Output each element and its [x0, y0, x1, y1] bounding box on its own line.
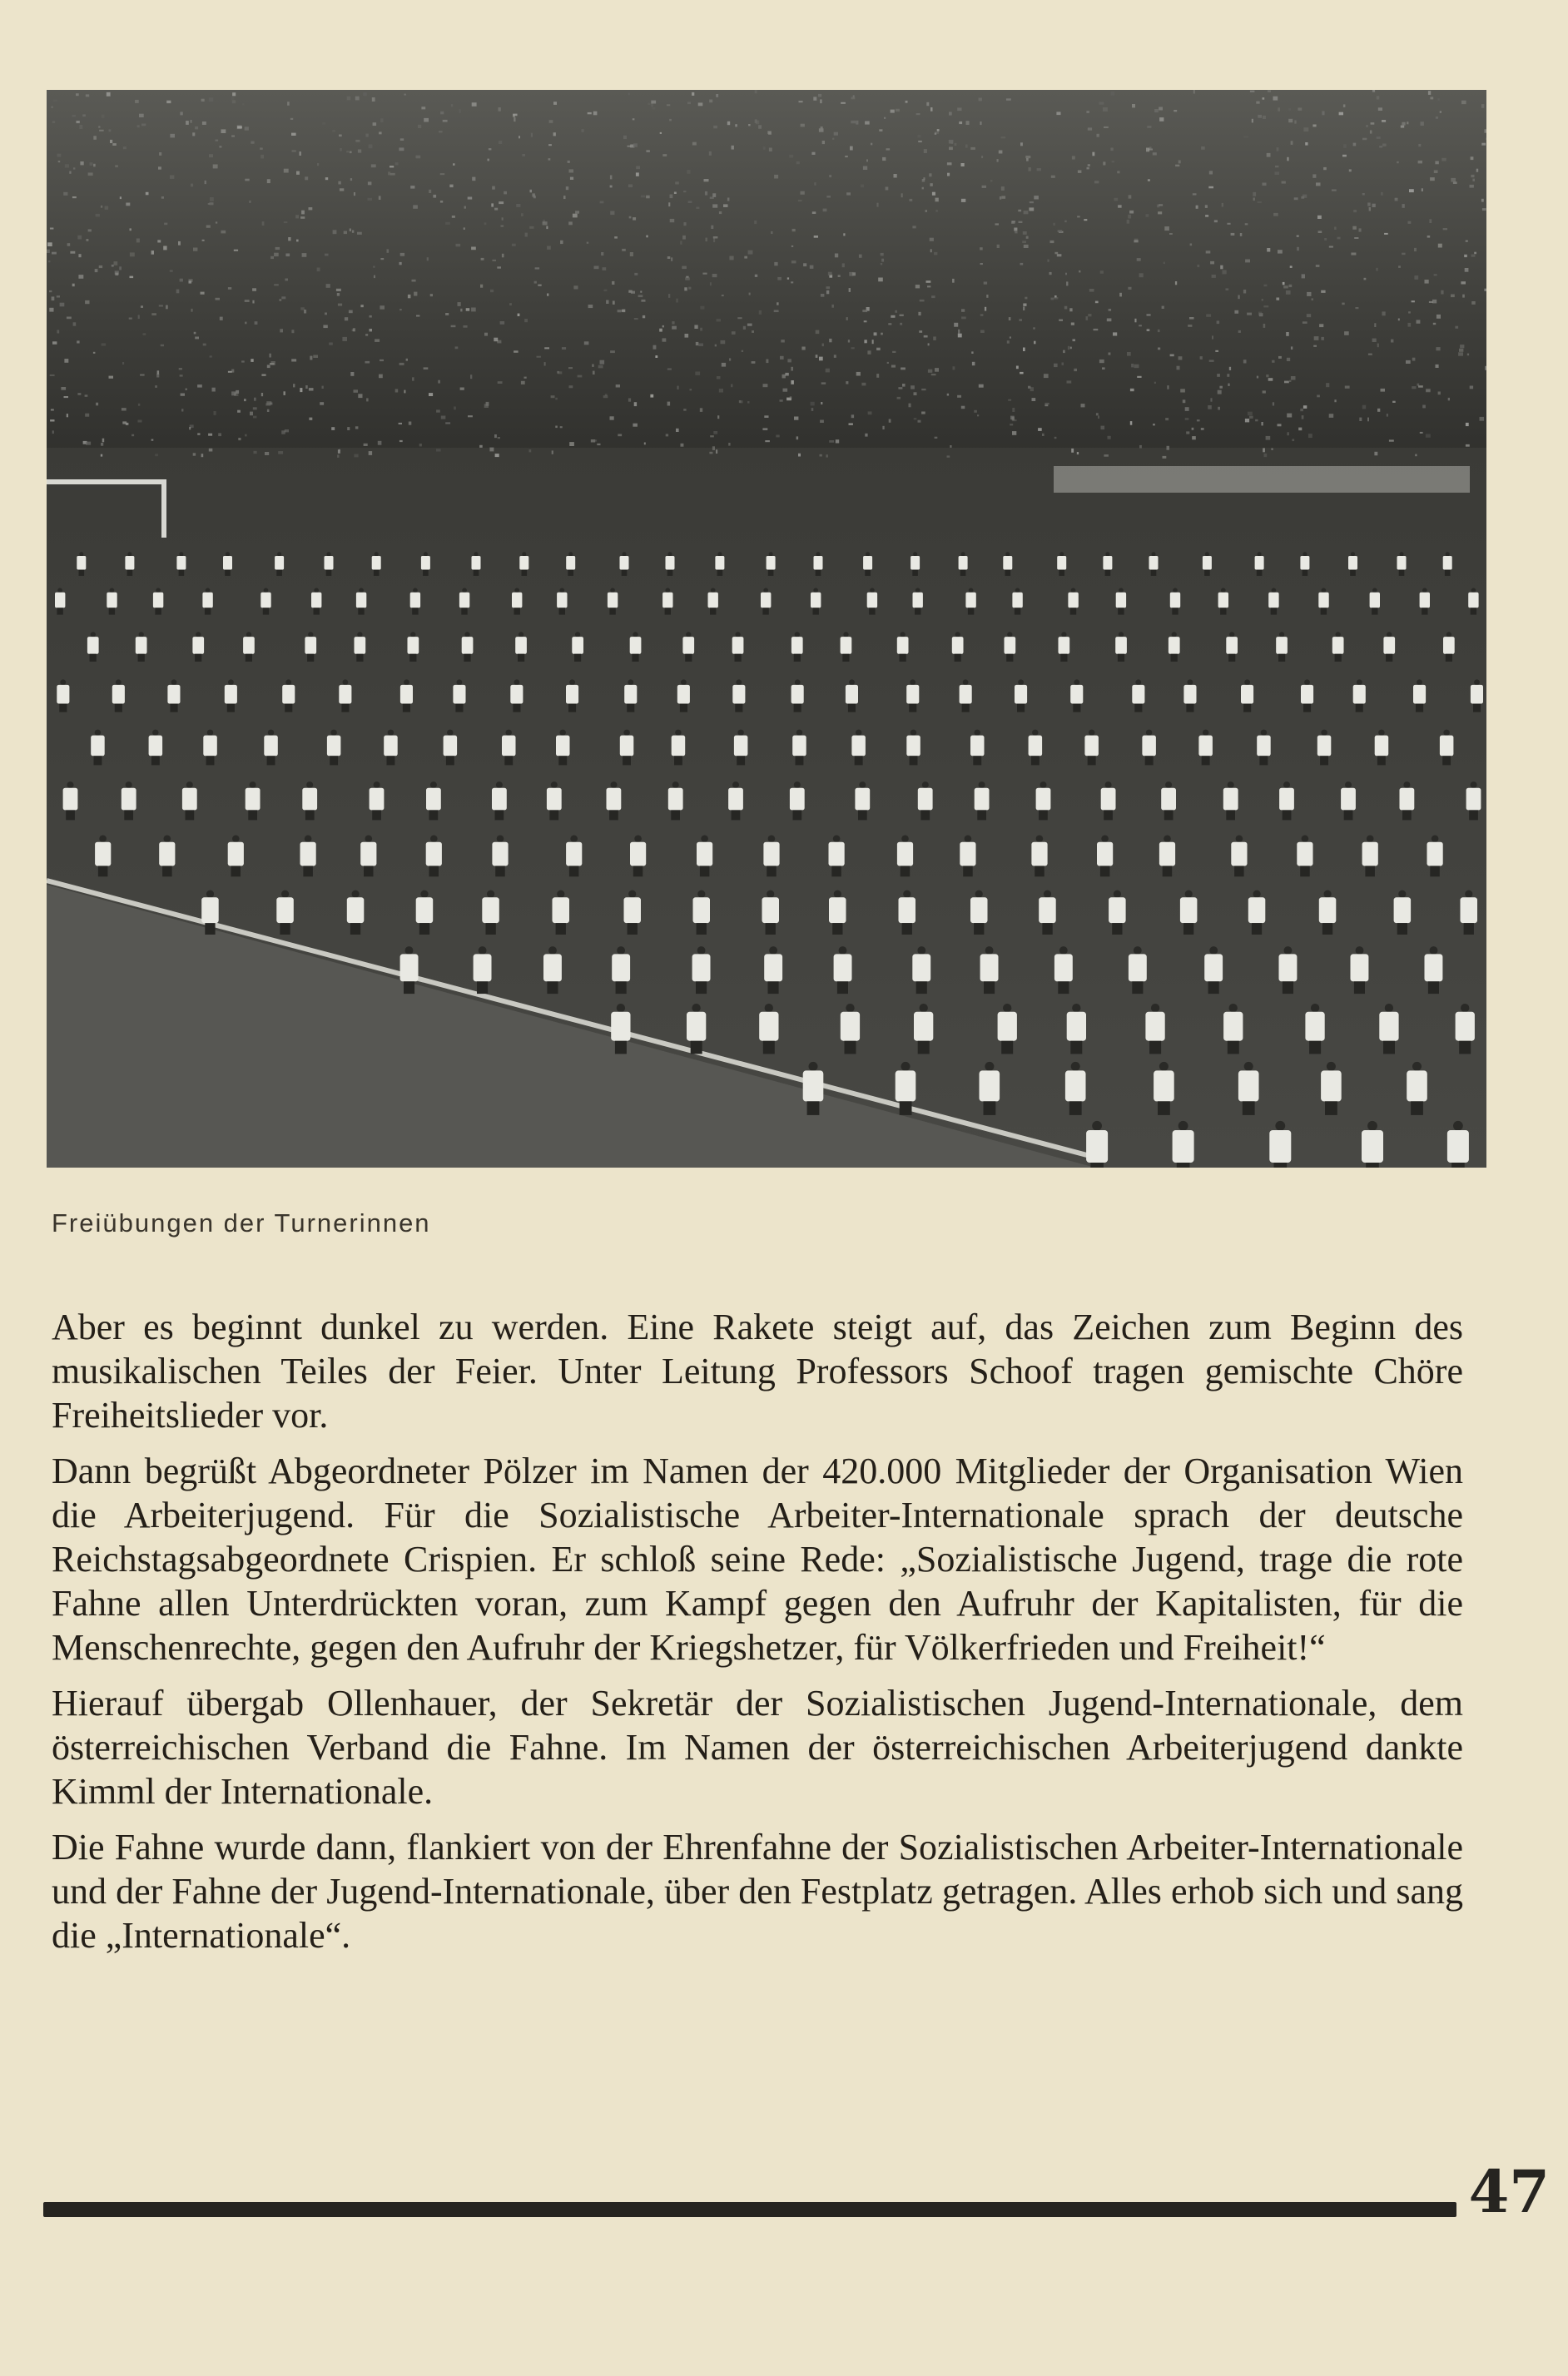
- paragraph-2: Dann begrüßt Abgeordneter Pölzer im Namen der 420.000 Mitglieder der Organisation Wien die Arbeiterjugend. Für die Sozialistische Arbeiter-Internationale sprach der deutsche Reichstagsabgeordnete Crispien. Er schloß seine Rede: „Sozialistische Jugend, trage die rote Fahne allen Unterdrückten voran, zum Kampf gegen den Aufruhr der Kapitalisten, für die Menschenrechte, gegen den Aufruhr der Kriegshetzer, für Völkerfrieden und Freiheit!“: [52, 1451, 1463, 1668]
- banner: [1054, 466, 1470, 493]
- paragraph-4: Die Fahne wurde dann, flankiert von der Ehrenfahne der Sozialistischen Arbeiter-Internationale und der Fahne der Jugend-Internationale, über den Festplatz getragen. Alles erhob sich und sang die „Internationale“.: [52, 1827, 1463, 1956]
- footer-rule: [43, 2202, 1456, 2217]
- figure-caption: Freiübungen der Turnerinnen: [52, 1208, 431, 1238]
- article-body: [52, 1305, 1463, 1969]
- page-number: 47: [1468, 2157, 1550, 2226]
- goal-post-side: [161, 479, 166, 538]
- goal-post: [47, 479, 163, 484]
- paragraph-3: Hierauf übergab Ollenhauer, der Sekretär der Sozialistischen Jugend-Internationale, dem österreichischen Verband die Fahne. Im Namen der österreichischen Arbeiterjugend dankte Kimml der Internationale.: [52, 1683, 1463, 1812]
- paragraph-1: Aber es beginnt dunkel zu werden. Eine Rakete steigt auf, das Zeichen zum Beginn des musikalischen Teiles der Feier. Unter Leitung Professors Schoof tragen gemischte Chöre Freiheitslieder vor.: [52, 1307, 1463, 1436]
- stadium-photo: [47, 90, 1486, 1168]
